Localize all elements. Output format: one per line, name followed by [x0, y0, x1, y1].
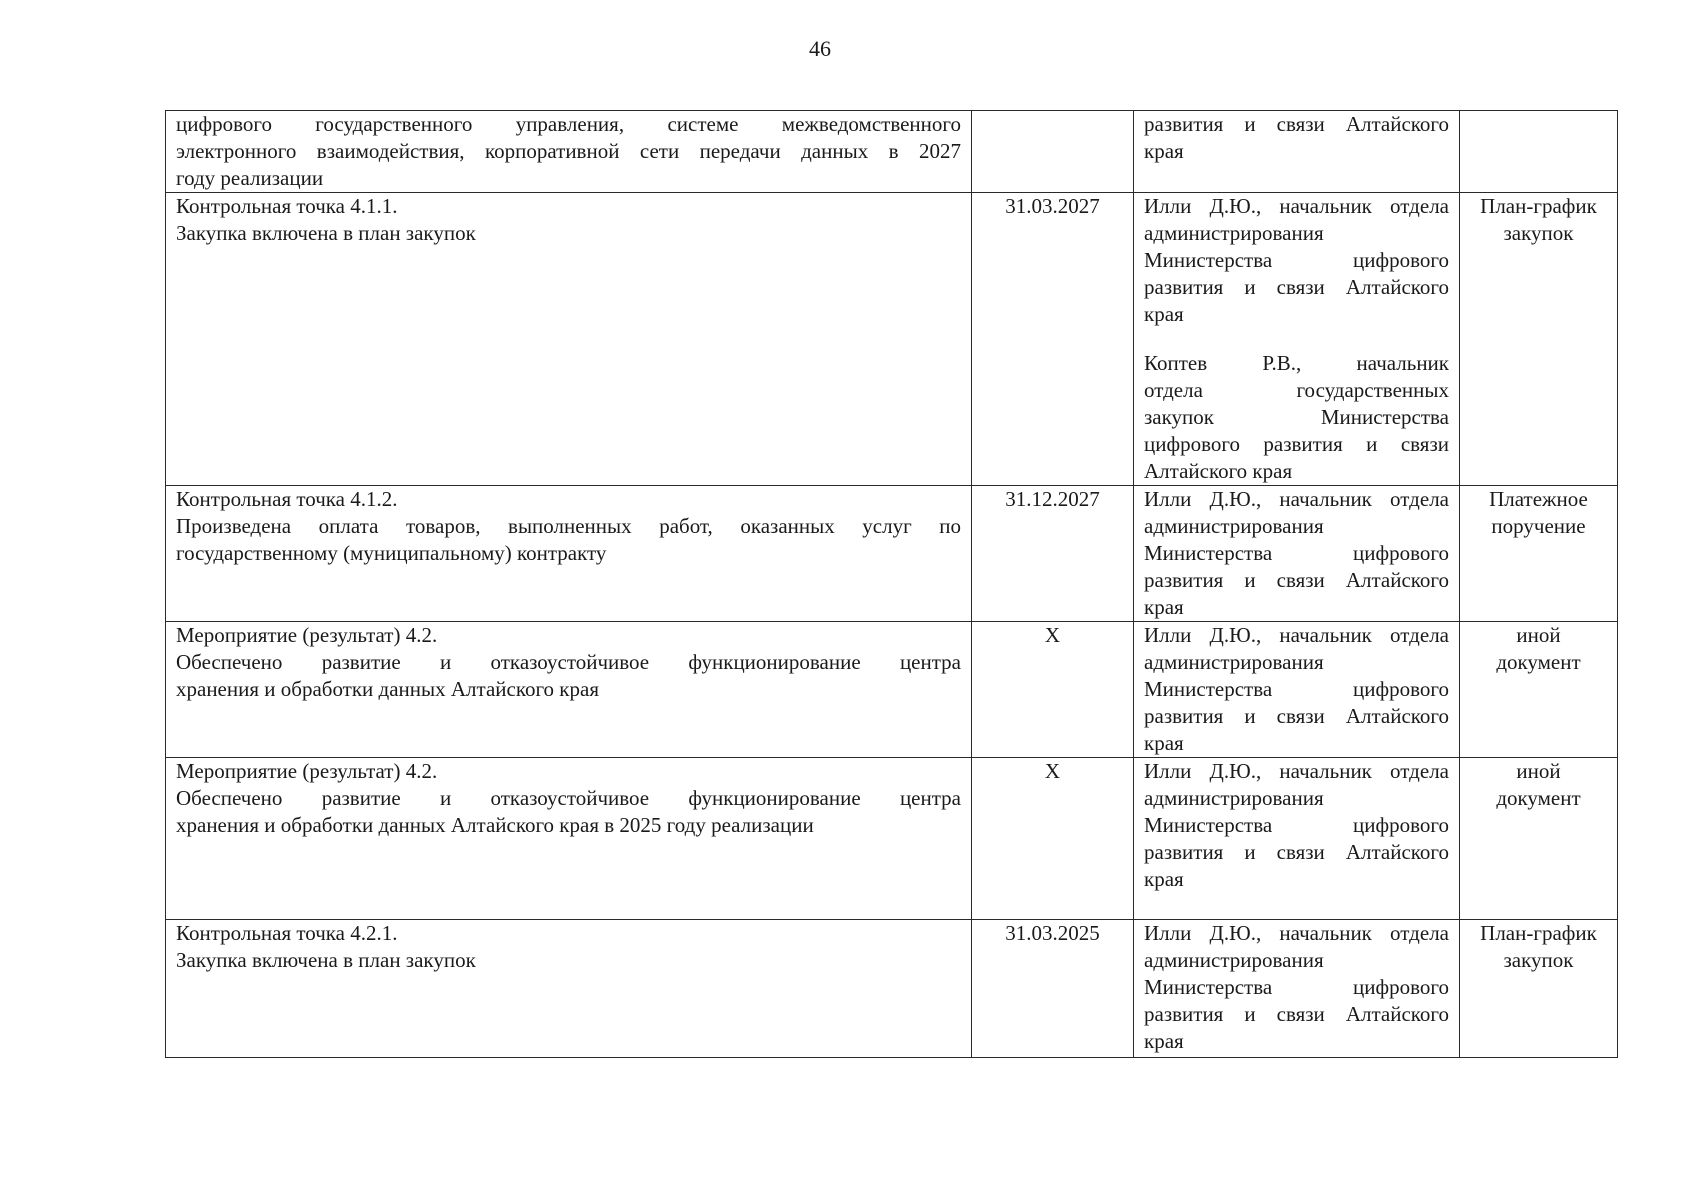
- table-row: [166, 111, 1618, 193]
- date-cell: X: [972, 758, 1134, 920]
- date-cell: 31.03.2025: [972, 920, 1134, 1058]
- date-cell: X: [972, 622, 1134, 758]
- responsible-line: Коптев Р.В., начальник: [1144, 351, 1449, 375]
- responsible-line: края: [1144, 595, 1184, 619]
- responsible-cell: [1134, 193, 1460, 486]
- responsible-line: Илли Д.Ю., начальник отдела: [1144, 194, 1449, 218]
- event-name-line: Обеспечено развитие и отказоустойчивое функционирование центра: [176, 786, 961, 810]
- responsible-line: Министерства цифрового: [1144, 541, 1449, 565]
- responsible-line: цифрового развития и связи: [1144, 432, 1449, 456]
- event-name-cell: [166, 193, 972, 486]
- responsible-line: края: [1144, 302, 1184, 326]
- event-name-line: Контрольная точка 4.1.2.: [176, 487, 398, 511]
- event-name-line: Закупка включена в план закупок: [176, 221, 476, 245]
- document-cell: [1460, 486, 1618, 622]
- document-cell: [1460, 111, 1618, 193]
- responsible-cell: [1134, 758, 1460, 920]
- table-row: [166, 622, 1618, 758]
- responsible-line: Алтайского края: [1144, 459, 1293, 483]
- responsible-line: развития и связи Алтайского: [1144, 275, 1449, 299]
- responsible-line: Министерства цифрового: [1144, 677, 1449, 701]
- event-name-cell: [166, 111, 972, 193]
- event-name-line: Мероприятие (результат) 4.2.: [176, 759, 438, 783]
- event-name-line: государственному (муниципальному) контракту: [176, 541, 607, 565]
- table-row: [166, 193, 1618, 486]
- responsible-line: развития и связи Алтайского: [1144, 1002, 1449, 1026]
- event-name-cell: [166, 622, 972, 758]
- responsible-line: Илли Д.Ю., начальник отдела: [1144, 487, 1449, 511]
- table-row: [166, 486, 1618, 622]
- event-name-line: Произведена оплата товаров, выполненных работ, оказанных услуг по: [176, 514, 961, 538]
- responsible-line: отдела государственных: [1144, 378, 1449, 402]
- table-row: [166, 758, 1618, 920]
- responsible-line: администрирования: [1144, 514, 1324, 538]
- date-cell: [972, 111, 1134, 193]
- document-line: закупок: [1503, 221, 1574, 245]
- table-row: [166, 920, 1618, 1058]
- document-line: документ: [1496, 786, 1581, 810]
- responsible-line: администрирования: [1144, 948, 1324, 972]
- responsible-line: Министерства цифрового: [1144, 248, 1449, 272]
- document-line: иной: [1516, 759, 1561, 783]
- responsible-line: края: [1144, 139, 1184, 163]
- event-name-line: цифрового государственного управления, системе межведомственного: [176, 112, 961, 136]
- event-name-line: хранения и обработки данных Алтайского края в 2025 году реализации: [176, 813, 814, 837]
- responsible-cell: [1134, 622, 1460, 758]
- document-cell: [1460, 622, 1618, 758]
- responsible-cell: [1134, 486, 1460, 622]
- responsible-line: края: [1144, 731, 1184, 755]
- document-cell: [1460, 920, 1618, 1058]
- plan-table: [165, 110, 1618, 1058]
- event-name-cell: [166, 758, 972, 920]
- responsible-line: Министерства цифрового: [1144, 813, 1449, 837]
- responsible-line: администрирования: [1144, 786, 1324, 810]
- document-line: План-график: [1480, 921, 1597, 945]
- document-cell: [1460, 758, 1618, 920]
- date-cell: 31.12.2027: [972, 486, 1134, 622]
- date-cell: 31.03.2027: [972, 193, 1134, 486]
- event-name-cell: [166, 486, 972, 622]
- responsible-line: администрирования: [1144, 650, 1324, 674]
- responsible-line: Илли Д.Ю., начальник отдела: [1144, 623, 1449, 647]
- document-line: иной: [1516, 623, 1561, 647]
- document-line: поручение: [1491, 514, 1586, 538]
- paragraph-gap: [1144, 328, 1449, 350]
- responsible-line: администрирования: [1144, 221, 1324, 245]
- event-name-line: Контрольная точка 4.1.1.: [176, 194, 398, 218]
- event-name-line: хранения и обработки данных Алтайского края: [176, 677, 599, 701]
- event-name-line: электронного взаимодействия, корпоративной сети передачи данных в 2027: [176, 139, 961, 163]
- document-line: закупок: [1503, 948, 1574, 972]
- responsible-line: закупок Министерства: [1144, 405, 1449, 429]
- document-line: План-график: [1480, 194, 1597, 218]
- document-cell: [1460, 193, 1618, 486]
- responsible-line: края: [1144, 867, 1184, 891]
- event-name-line: году реализации: [176, 166, 324, 190]
- responsible-line: развития и связи Алтайского: [1144, 568, 1449, 592]
- event-name-line: Мероприятие (результат) 4.2.: [176, 623, 438, 647]
- responsible-line: Илли Д.Ю., начальник отдела: [1144, 921, 1449, 945]
- responsible-line: развития и связи Алтайского: [1144, 704, 1449, 728]
- event-name-line: Обеспечено развитие и отказоустойчивое функционирование центра: [176, 650, 961, 674]
- document-line: документ: [1496, 650, 1581, 674]
- responsible-line: края: [1144, 1029, 1184, 1053]
- document-line: Платежное: [1489, 487, 1588, 511]
- responsible-cell: [1134, 920, 1460, 1058]
- event-name-line: Контрольная точка 4.2.1.: [176, 921, 398, 945]
- page-number: 46: [809, 36, 831, 61]
- responsible-line: Министерства цифрового: [1144, 975, 1449, 999]
- responsible-cell: [1134, 111, 1460, 193]
- responsible-line: развития и связи Алтайского: [1144, 840, 1449, 864]
- responsible-line: развития и связи Алтайского: [1144, 112, 1449, 136]
- event-name-cell: [166, 920, 972, 1058]
- responsible-line: Илли Д.Ю., начальник отдела: [1144, 759, 1449, 783]
- event-name-line: Закупка включена в план закупок: [176, 948, 476, 972]
